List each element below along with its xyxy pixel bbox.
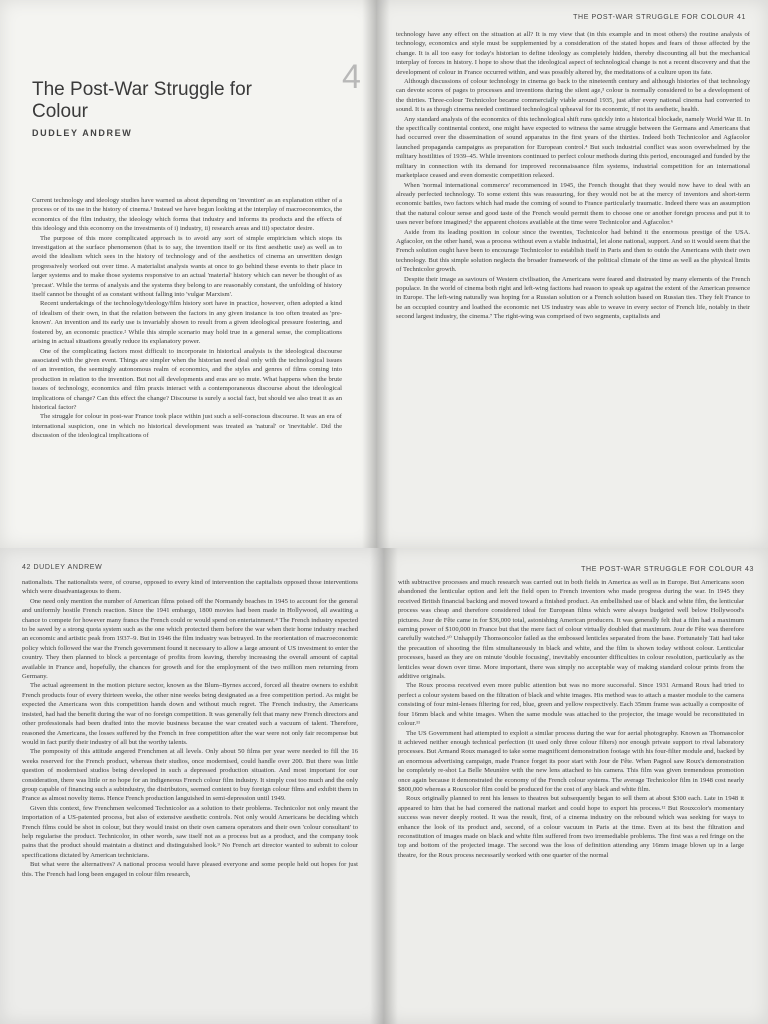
running-head: THE POST-WAR STRUGGLE FOR COLOUR 43 [581, 566, 754, 573]
paragraph: Aside from its leading position in colour since the twenties, Technicolor had behind it the enormous prestige of the USA. Agfacolor, on the other hand, was a process without even a viable industrial, let alone national, support. And so it would seem that the French solution ought have been to encourage Technicolor to establish itself in Paris and then to outdo the Americans with their own technology. But this simple solution neglects the broader framework of the political climate of the time as well as the physical limits of Technicolor growth. [396, 228, 750, 274]
paragraph: But what were the alternatives? A national process would have pleased everyone and some people held out hopes for just this. The French had long been engaged in colour film research, [22, 861, 358, 878]
paragraph: The Roux process received even more public attention but was no more successful. Since 1931 Armand Roux had tried to perfect a colour system based on the filtration of black and white images. His method was to attach a master module to the camera consisting of four mini-lenses filtering for red, blue, green and yellow respectively. Each 35mm frame was actually a composite of four 16mm black and white images. When the same module was attached to the projector, the image would be reconstituted in colour.¹¹ [398, 682, 744, 728]
running-head: THE POST-WAR STRUGGLE FOR COLOUR 41 [573, 14, 746, 21]
gutter-shadow [370, 548, 384, 1024]
author-name: DUDLEY ANDREW [32, 128, 133, 138]
gutter-shadow [362, 0, 376, 548]
paragraph: Any standard analysis of the economics of this technological shift runs quickly into a historical blockade, namely World War II. In the specifically continental context, one might have expected to witness the same struggle between the Germans and Americans that had occurred over the dissemination of sound apparatus in the first years of the thirties. Indeed both Technicolor and Agfacolor launched propaganda campaigns as preparation for European control.⁴ But such industrial conflict was soon overwhelmed by the military hostilities of 1939–45. While inventors continued to perfect colour methods during this period, encouraged and funded by the military in connection with its demand for improved reconnaissance film systems, industrial competition for an international marketplace ceased and even domestic competition relaxed. [396, 115, 750, 180]
body-text [396, 30, 750, 542]
paragraph: technology have any effect on the situation at all? It is my view that (in this example and in most others) the routine analysis of technology, economics and style must be supplemented by a consideration of the stated hopes and fears of those affected by the change. It is all too easy for today's historian to define ideology as completely hidden, thereby discounting all but the mechanical interplay of forces in history. I hope to show that the ideological aspect of technological change is not a recent discovery and that the development of colour in France occurred within, and was possibly altered by, the meditations of a culture upon its fate. [396, 31, 750, 76]
page-41 [376, 0, 768, 548]
paragraph: The purpose of this more complicated approach is to avoid any sort of simple empiricism which stops its investigation at the surface phenomenon (that is to say, the invention itself or its first aesthetic use) as well as to avoid the idealism which sees in the history of technology and of the aesthetics of cinema an unwritten design progressively worked out over time. A materialist analysis wants at once to go behind these events to their place in larger systems and to make those systems responsive to an actual 'material' history which can never be thought of as 'precast'. While the terms of analysis and the systems they belong to are reasonably constant, the unfolding of history itself cannot be thought of as constant without falling into 'vulgar Marxism'. [32, 234, 342, 299]
paragraph: The US Government had attempted to exploit a similar process during the war for aerial photography. Known as Thomascolor it achieved neither enough technical perfection (it used only three colour filters) nor enough private support to rival laboratory processes. But Armand Roux managed to take some magnificent demonstration footage with his four-filter module and, backed by an enormous advertising campaign, made France forget its poor start with Jour de Fête. When Pagnol saw Roux's demonstration he completely re-shot La Belle Meunière with the new lens attached to his camera. This film was given tremendous promotion once again because it demonstrated the economy of the French colour systems. The average Technicolor film in 1948 cost nearly $800,000 whereas a Rouxcolor film could be produced for the cost of any black and white film. [398, 729, 744, 793]
page-40-chapter-opening [0, 0, 376, 548]
paragraph: One need only mention the number of American films poised off the Normandy beaches in 1945 to account for the general and uniformly hostile French reaction. Since the 1941 embargo, 1800 movies had been made in Hollywood, all awaiting a chance to compete for however many francs the French could or would spend on entertainment.⁸ The French industry expected to be saved by a strong quota system such as the one which protected them before the war when their home industry reached an economic and artistic peak from 1937–9. But in 1946 the film industry was betrayed. In the reorientation of macroeconomic policy which followed the war the French government found it necessary to allow a large amount of US investment to enter the country. They then planned to block a percentage of profits from leaving, thereby increasing the overall amount of capital available in France and, hopefully, the chances for growth and for the employment of the two million men returning from Germany. [22, 597, 358, 681]
paragraph: Current technology and ideology studies have warned us about depending on 'invention' as an explanation either of a process or of its use in the history of cinema.¹ Instead we have begun looking at the interplay of macroeconomics, the economics of the film industry, the ideology which forms that industry and informs its products and the effects of this ideology and this economy on the investments of i) industry, ii) research areas and iii) spectator desire. [32, 197, 342, 233]
gutter-shadow [384, 548, 398, 1024]
paragraph: The pomposity of this attitude angered Frenchmen at all levels. Only about 50 films per year were needed to fill the 16 weeks reserved for the French product, whereas their studios, once modernised, could handle over 200. But there was little question of modernised studios being developed in such a depressed production situation. And most important for our consideration, there was little or no hope for an indigeneous French colour film industry. It simply cost too much and the only group capable of financing such a subindustry, the distributors, seemed content to buy foreign colour films and exhibit them in France as almost novelty items. Hence French production languished in semi-depression until 1949. [22, 748, 358, 803]
running-head: 42 DUDLEY ANDREW [22, 564, 103, 571]
body-text [398, 578, 744, 1018]
page-42 [0, 548, 384, 1024]
paragraph: with subtractive processes and much research was carried out in both fields in America as well as in Europe. But Americans soon abandoned the lenticular option and left the field open to French inventors who made progress during the war. In 1945 they received British financial backing and moved toward a finished product. An embellished use of black and white film, the lenticular process was cheap and therefore considered ideal for European films which were always budgeted well below Hollywood's pictures. Jour de Fête came in for $36,000 total, astonishing American producers. It was generally felt that a film had a maximum earning power of $100,000 in France but that the mere fact of colour virtually doubled that maximum. Jour de Fête was therefore carefully watched.¹⁰ Unhappily Thomsoncolor failed as the embossed lenticles separated from the base. Fortunately Tati had take the precaution of shooting the film simultaneously in black and white, and the film is shown today without colour. Lenticular processes, based as they are on minute 'double focusing', inevitably encounter difficulties in colour resolution, particularly as the lenticles wear down over time. More important, there was simply no acceptable way of making standard colour prints from the additive originals. [398, 579, 744, 681]
paragraph: When 'normal international commerce' recommenced in 1945, the French thought that they would now have to deal with an already perfected technology. To some extent this was reassuring, for they would not be at the mercy of inventors and short-term economic battles, two factors which had made the coming of sound to France particularly traumatic. Indeed there was an assumption that the natural colour sense and good taste of the French would permit them to choose one or another foreign process and put it to uses never before imagined;⁵ the apparent choices available at the time were Technicolor and Agfacolor.⁶ [396, 181, 750, 227]
paragraph: Recent undertakings of the technology/ideology/film history sort have in practice, however, often adopted a kind of idealism of their own, in that the relation between the factors in any given instance is too often treated as 'pre-known'. An invention and its early use is invariably shown to result from a given ideological pressure fostering, and fostered by, an economic practice.² While this simple scenario may hold true in a general sense, the complications arising in actual situations greatly reduce its explanatory power. [32, 300, 342, 346]
gutter-shadow [376, 0, 390, 548]
paragraph: Given this context, few Frenchmen welcomed Technicolor as a solution to their problems. Technicolor not only meant the importation of a US-patented process, but also of extensive aesthetic controls. Not only would Americans be deciding which French films could be shot in colour, but they would insist on their own camera operators and their own 'colour consultant' to help regularise the product. Technicolor, in other words, saw itself not as a process but as a product, and the company took pains that the product should maintain a distinct and distinguished look.⁹ No French art director wanted to submit to colour specifications dictated by American technicians. [22, 804, 358, 859]
paragraph: nationalists. The nationalists were, of course, opposed to every kind of intervention the capitalists opposed those interventions which were disadvantageous to them. [22, 579, 358, 596]
paragraph: The struggle for colour in post-war France took place within just such a self-conscious discourse. It was an era of international suspicion, one in which no historical development was treated as 'natural' or 'inevitable'. Did the discussion of the ideological implications of [32, 413, 342, 440]
paragraph: The actual agreement in the motion picture sector, known as the Blum–Byrnes accord, forced all theatre owners to exhibit French products four of every thirteen weeks, the other nine weeks being designated as a free competition period. As might be expected the Americans won this competition hands down and without much regret. The French industry, the Americans insisted, had had the benefit during the war of no foreign competition. It was generally felt that many new French directors and other professionals had been drafted into the movie business because the war created such a vacuum of talent. Therefore, reasoned the Americans, the losses suffered by the French in free competition after the war were not only fair recompense but would in fact purify their industry of all but the worthy talents. [22, 682, 358, 746]
body-text [32, 196, 342, 532]
paragraph: Despite their image as saviours of Western civilisation, the Americans were feared and distrusted by many elements of the French populace. In the world of cinema both right and left-wing factions had reason to speak up against the extent of the American presence in Europe. The left-wing naturally was hoping for a Russian solution or a French solution based on Russian ties. They felt France to be an occupied country and loathed the economic net US industry was able to weave in every sector of French life, notably in their second largest industry, the cinema.⁷ The right-wing was comprised of two segments, capitalists and [396, 275, 750, 321]
paragraph: One of the complicating factors most difficult to incorporate in historical analysis is the ideological discourse associated with the given event. Things are simpler when the historian need deal only with the technological issues of an invention, the seemingly autonomous realm of economics, and the styles and genres of films coming into production in relation to the invention. But not all developments and eras are so mute. What happens when the brute issues of technology, economics and film praxis interact with a contemporaneous discourse about the ideological implications of change? Can this effect the change? Discourse is surely a social fact, but should we also treat it as an historical factor? [32, 347, 342, 411]
chapter-number: 4 [342, 58, 361, 96]
paragraph: Roux originally planned to rent his lenses to theatres but subsequently began to sell them at about $300 each. Late in 1948 it appeared to him that he had cornered the national market and could hope to export his process.¹² But Rouxcolor's momentary success was never deeply rooted. It was the result, first, of a cinema industry on the rebound which was seeking for ways to enhance the look of its product and, second, of a colour vacuum in Paris at the time. Even at its best the filtration and reconstitution of images made on black and white film suffered from two irremediable problems. The first was a red fringe on the top and bottom of the projected image. The second was the loss of definition attending any 16mm image blown up in a large theatre, for the Roux process necessarily worked with one quarter of the normal [398, 795, 744, 859]
page-43 [384, 548, 768, 1024]
chapter-title: The Post-War Struggle for Colour [32, 78, 252, 122]
body-text [22, 578, 358, 1018]
paragraph: Although discussions of colour technology in cinema go back to the nineteenth century and although histories of that technology can devote scores of pages to processes and inventions during the silent age,³ colour is normally considered to be a development of the thirties. Three-colour Technicolor became commercially viable around 1935, just after every national cinema had converted to sound. It is as though cinema needed continued technological upheaval for its economic, if not its aesthetic, health. [396, 78, 750, 114]
